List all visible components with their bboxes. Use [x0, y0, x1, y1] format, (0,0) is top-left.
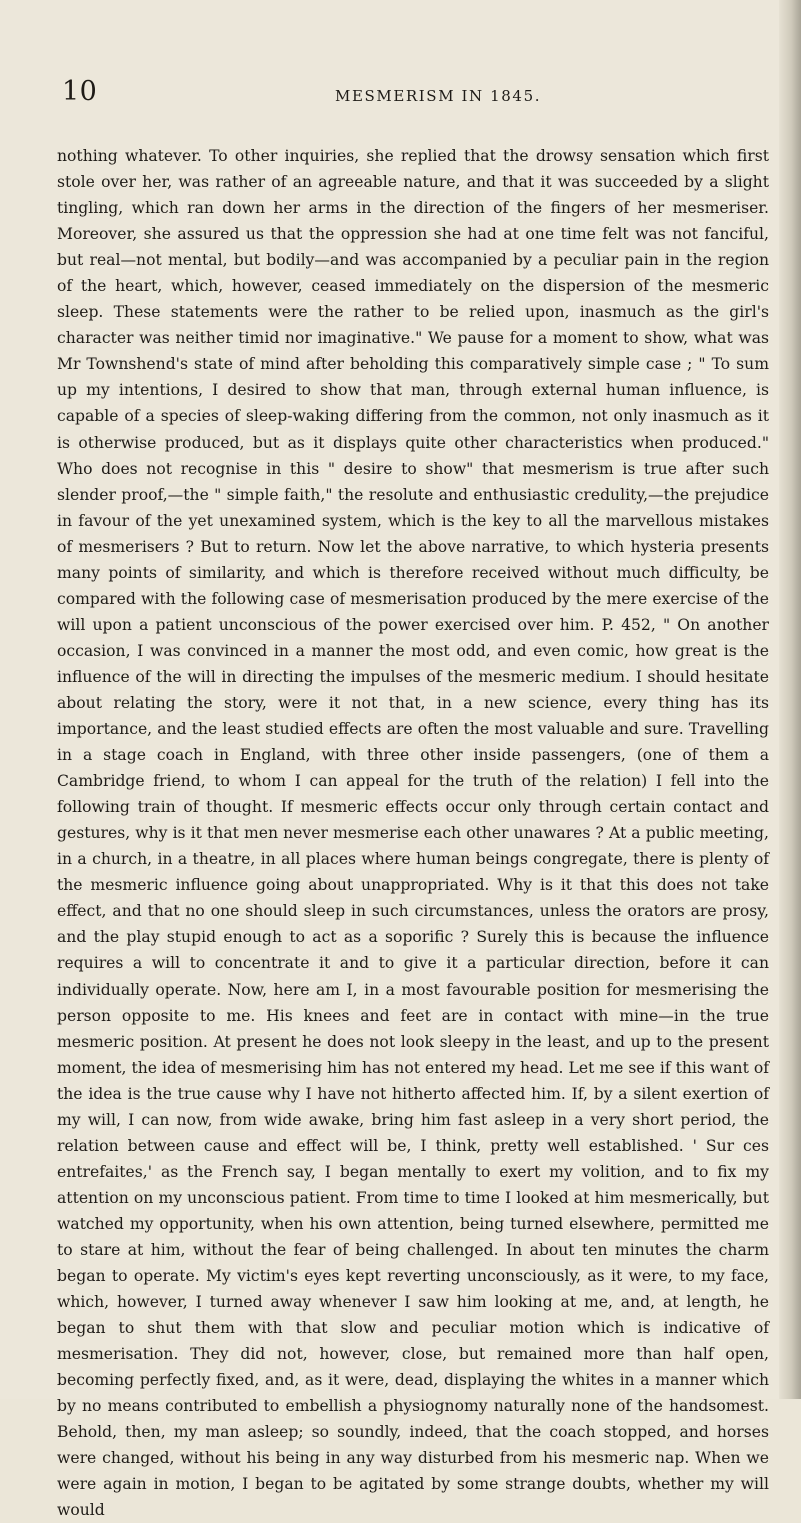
running-head: MESMERISM IN 1845. [335, 87, 542, 105]
page-number: 10 [62, 76, 98, 107]
page-edge-shadow [779, 0, 801, 1399]
body-paragraph: nothing whatever. To other inquiries, she replied that the drowsy sensation which first stole over her, was rather of an agreeable nature, and that it was succeeded by a slight tingling, which ran down her arms in the direction of the fingers of her mesmeriser. Moreover, she assured us that the oppression she had at one time felt was not fanciful, but real—not mental, but bodily—and was accompanied by a peculiar pain in the region of the heart, which, however, ceased immediately on the dispersion of the mesmeric sleep. These statements were the rather to be relied upon, inasmuch as the girl's character was neither timid nor imaginative." We pause for a moment to show, what was Mr Townshend's state of mind after beholding this comparatively simple case ; " To sum up my intentions, I desired to show that man, through external human influence, is capable of a species of sleep-waking differing from the common, not only inasmuch as it is otherwise produced, but as it displays quite other characteristics when produced." Who does not recognise in this " desire to show" that mesmerism is true after such slender proof,—the " simple faith," the resolute and enthusiastic credulity,—the prejudice in favour of the yet unexamined system, which is the key to all the marvellous mistakes of mesmerisers ? But to return. Now let the above narrative, to which hysteria presents many points of similarity, and which is therefore received without much difficulty, be compared with the following case of mesmerisation produced by the mere exercise of the will upon a patient unconscious of the power exercised over him. P. 452, " On another occasion, I was convinced in a manner the most odd, and even comic, how great is the influence of the will in directing the impulses of the mesmeric medium. I should hesitate about relating the story, were it not that, in a new science, every thing has its importance, and the least studied effects are often the most valuable and sure. Travelling in a stage coach in England, with three other inside passengers, (one of them a Cambridge friend, to whom I can appeal for the truth of the relation) I fell into the following train of thought. If mesmeric effects occur only through certain contact and gestures, why is it that men never mesmerise each other unawares ? At a public meeting, in a church, in a theatre, in all places where human beings congregate, there is plenty of the mesmeric influence going about unappropriated. Why is it that this does not take effect, and that no one should sleep in such circumstances, unless the orators are prosy, and the play stupid enough to act as a soporific ? Surely this is because the influence requires a will to concentrate it and to give it a particular direction, before it can individually operate. Now, here am I, in a most favourable position for mesmerising the person opposite to me. His knees and feet are in contact with mine—in the true mesmeric position. At present he does not look sleepy in the least, and up to the present moment, the idea of mesmerising him has not entered my head. Let me see if this want of the idea is the true cause why I have not hitherto affected him. If, by a silent exertion of my will, I can now, from wide awake, bring him fast asleep in a very short period, the relation between cause and effect will be, I think, pretty well established. ' Sur ces entrefaites,' as the French say, I began mentally to exert my volition, and to fix my attention on my unconscious patient. From time to time I looked at him mesmerically, but watched my opportunity, when his own attention, being turned elsewhere, permitted me to stare at him, without the fear of being challenged. In about ten minutes the charm began to operate. My victim's eyes kept reverting unconsciously, as it were, to my face, which, however, I turned away whenever I saw him looking at me, and, at length, he began to shut them with that slow and peculiar motion which is indicative of mesmerisation. They did not, however, close, but remained more than half open, becoming perfectly fixed, and, as it were, dead, displaying the whites in a manner which by no means contributed to embellish a physiognomy naturally none of the handsomest. Behold, then, my man asleep; so soundly, indeed, that the coach stopped, and horses were changed, without his being in any way disturbed from his mesmeric nap. When we were again in motion, I began to be agitated by some strange doubts, whether my will would [57, 147, 769, 1520]
